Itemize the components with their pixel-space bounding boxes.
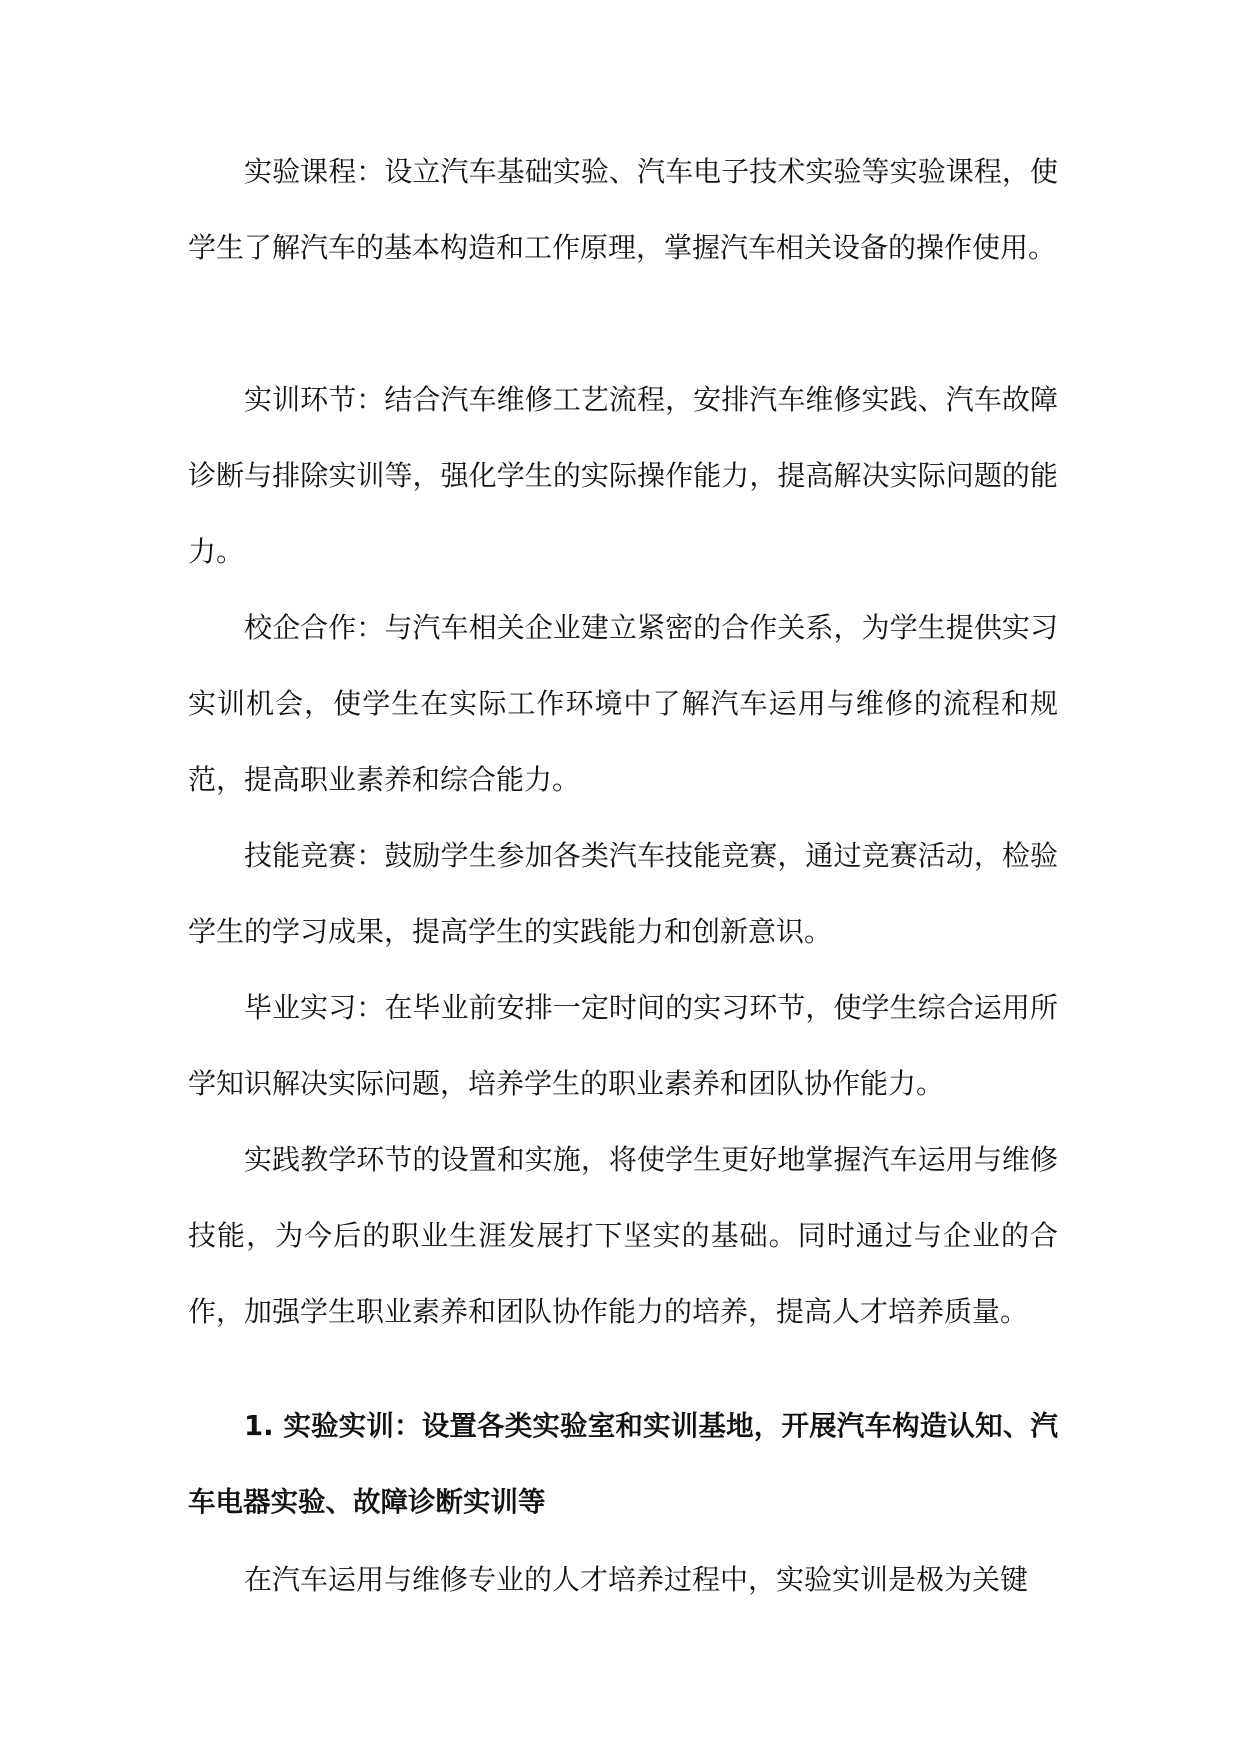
section-heading: 1. 实验实训：设置各类实验室和实训基地，开展汽车构造认知、汽车电器实验、故障诊断实训等 <box>188 1410 1058 1518</box>
paragraph-school-enterprise-cooperation: 校企合作：与汽车相关企业建立紧密的合作关系，为学生提供实习实训机会，使学生在实际工作环境中了解汽车运用与维修的流程和规范，提高职业素养和综合能力。 <box>188 611 1058 796</box>
paragraph-training-sessions: 实训环节：结合汽车维修工艺流程，安排汽车维修实践、汽车故障诊断与排除实训等，强化学生的实际操作能力，提高解决实际问题的能力。 <box>188 383 1058 568</box>
paragraph-practice-summary: 实践教学环节的设置和实施，将使学生更好地掌握汽车运用与维修技能，为今后的职业生涯发展打下坚实的基础。同时通过与企业的合作，加强学生职业素养和团队协作能力的培养，提高人才培养质量。 <box>188 1143 1058 1328</box>
paragraph-skill-competition: 技能竞赛：鼓励学生参加各类汽车技能竞赛，通过竞赛活动，检验学生的学习成果，提高学生的实践能力和创新意识。 <box>188 839 1058 948</box>
paragraph-experiment-courses: 实验课程：设立汽车基础实验、汽车电子技术实验等实验课程，使学生了解汽车的基本构造和工作原理，掌握汽车相关设备的操作使用。 <box>188 155 1058 264</box>
paragraph-intro-continued: 在汽车运用与维修专业的人才培养过程中，实验实训是极为关键 <box>244 1563 1029 1596</box>
paragraph-graduation-internship: 毕业实习：在毕业前安排一定时间的实习环节，使学生综合运用所学知识解决实际问题，培养学生的职业素养和团队协作能力。 <box>188 991 1058 1100</box>
